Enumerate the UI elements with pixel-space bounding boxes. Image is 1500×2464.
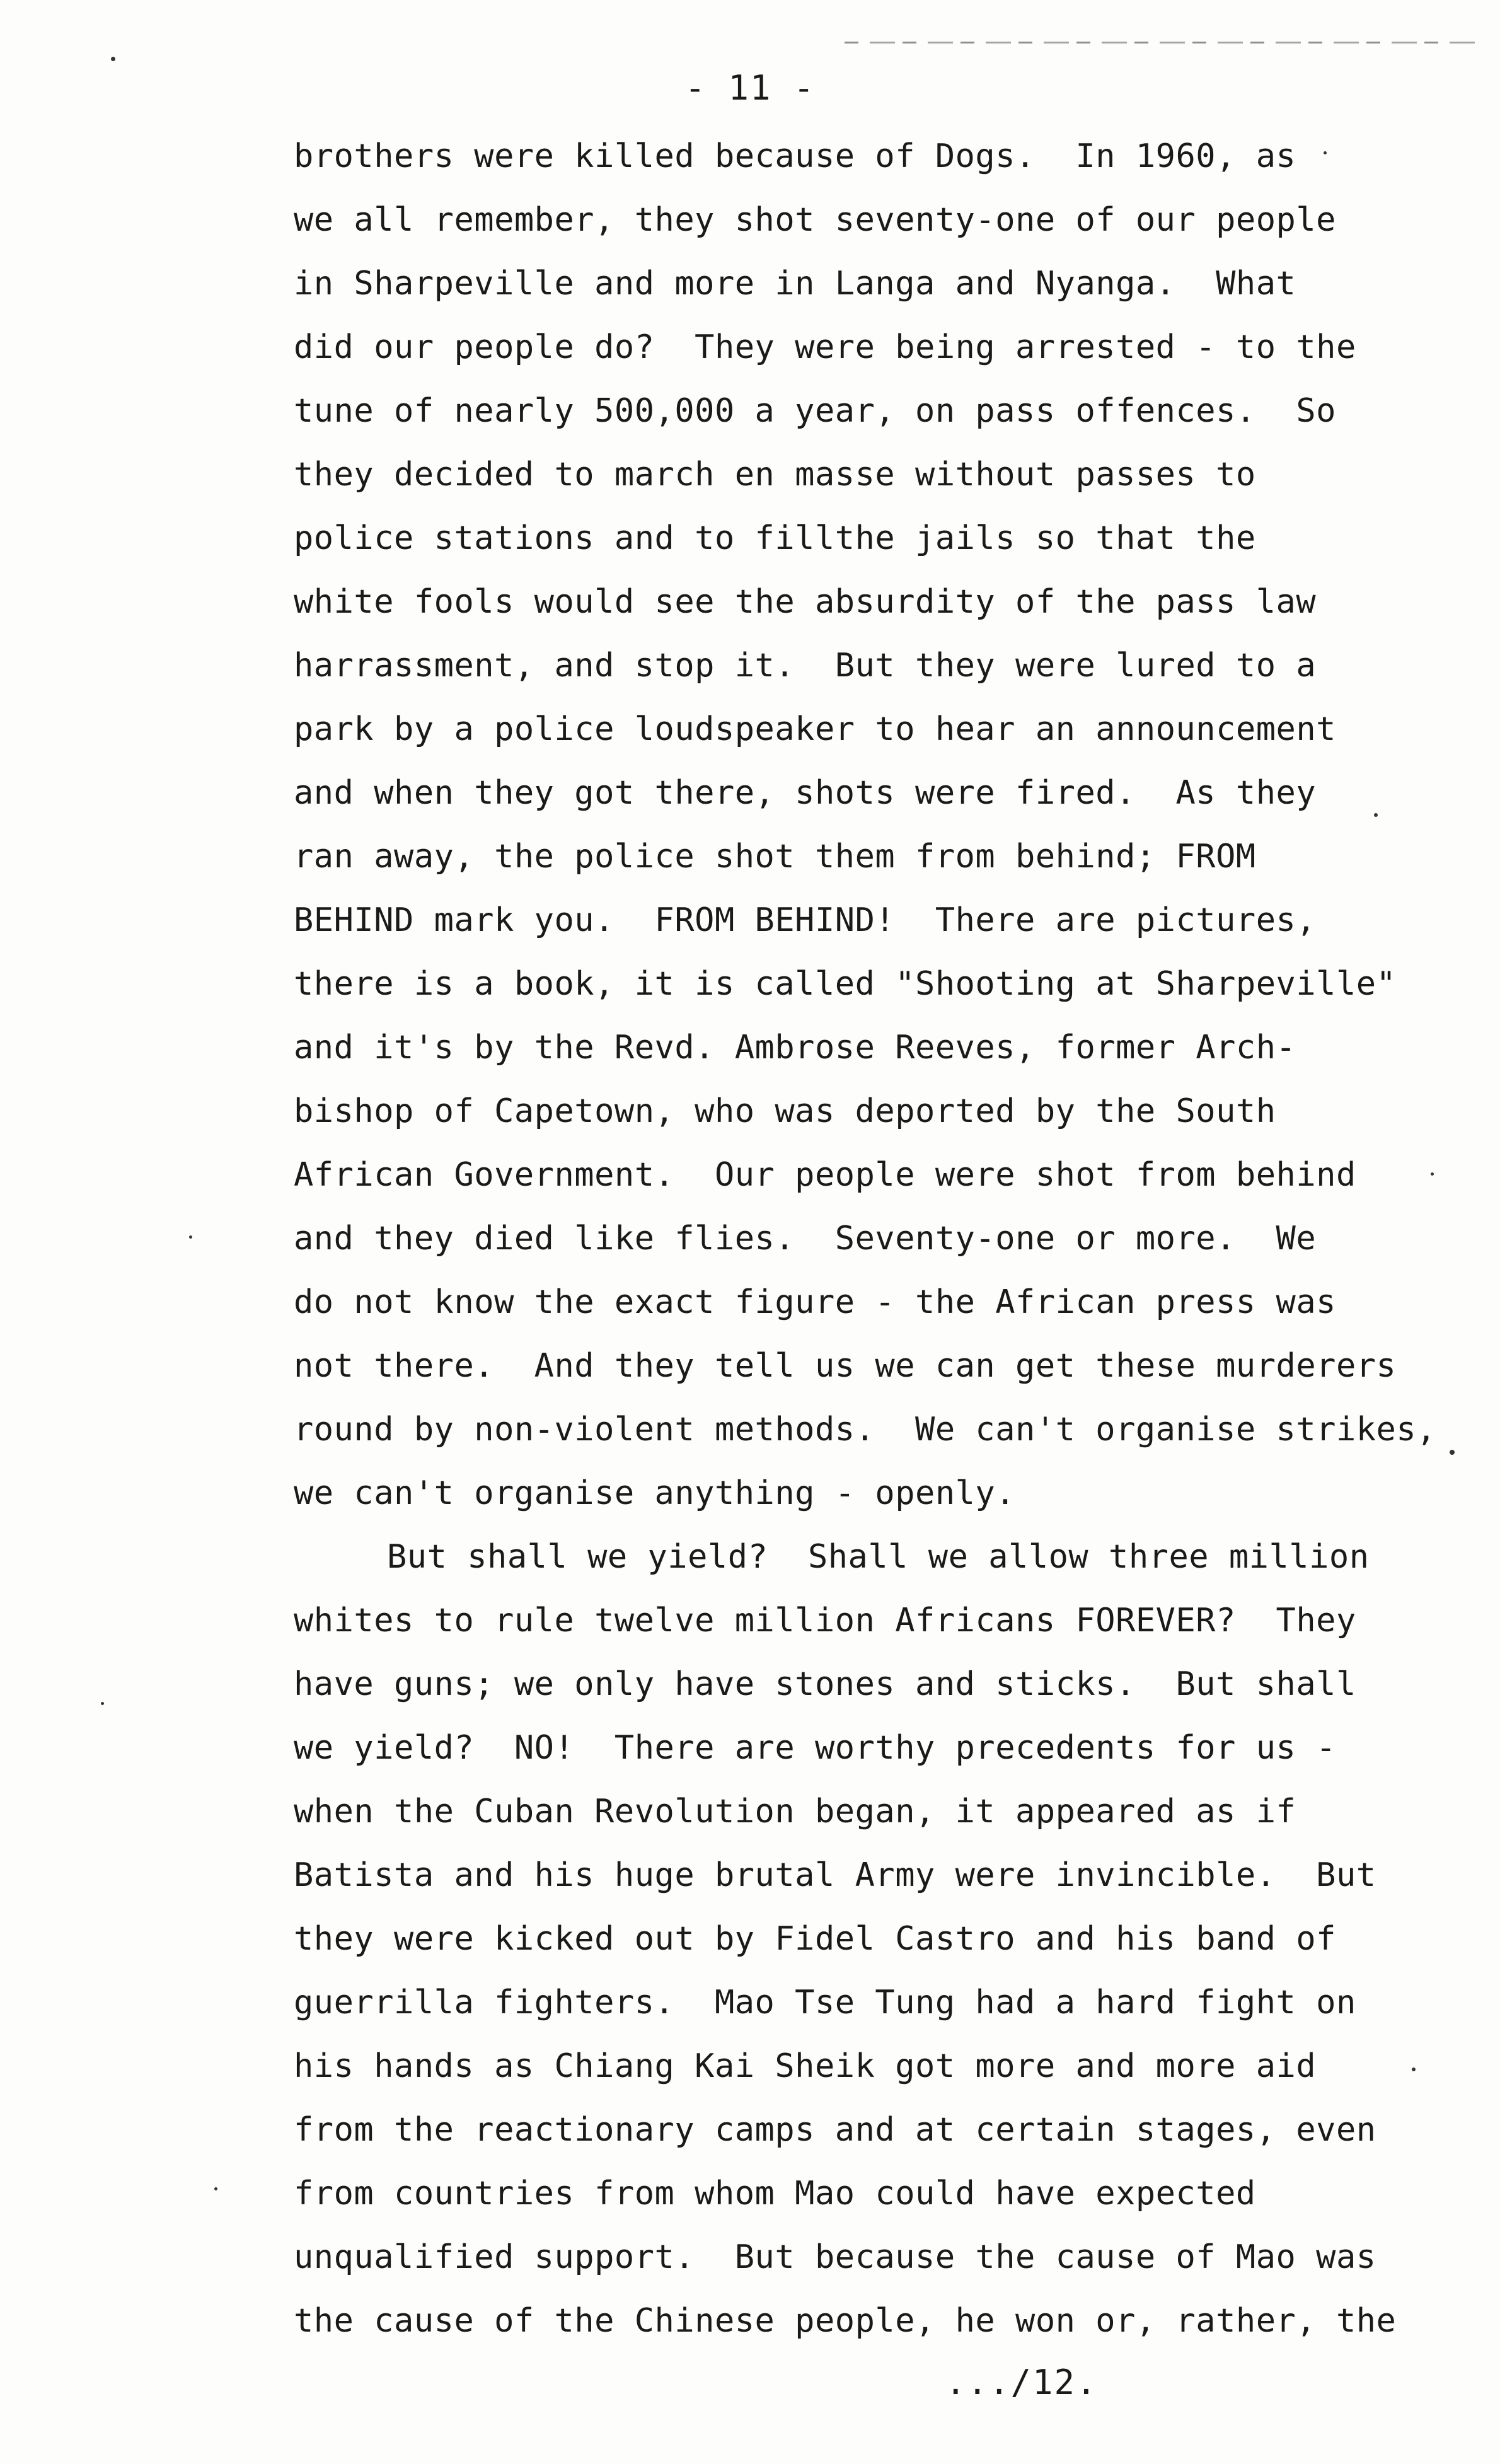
scan-speck — [111, 57, 115, 61]
text-line: when the Cuban Revolution began, it appeared as if — [294, 1793, 1296, 1831]
text-line: tune of nearly 500,000 a year, on pass offences. So — [294, 392, 1336, 430]
scan-speck — [1374, 813, 1378, 817]
text-line: African Government. Our people were shot from behind — [294, 1156, 1356, 1194]
text-line: harrassment, and stop it. But they were lured to a — [294, 647, 1317, 685]
text-line: park by a police loudspeaker to hear an announcement — [294, 710, 1336, 748]
text-line: did our people do? They were being arrested - to the — [294, 328, 1356, 366]
text-line: they were kicked out by Fidel Castro and his band of — [294, 1920, 1336, 1958]
text-line: brothers were killed because of Dogs. In 1960, as — [294, 137, 1296, 175]
text-line: we all remember, they shot seventy-one of our people — [294, 201, 1336, 239]
scan-speck — [1431, 1172, 1434, 1176]
text-line: the cause of the Chinese people, he won or, rather, the — [294, 2302, 1397, 2340]
body-text — [294, 125, 1436, 2353]
page-number: - 11 - — [684, 68, 816, 108]
text-line: police stations and to fillthe jails so that the — [294, 519, 1256, 557]
continuation-marker: .../12. — [945, 2363, 1098, 2402]
scan-speck — [1450, 1450, 1455, 1455]
text-line: unqualified support. But because the cause of Mao was — [294, 2238, 1376, 2276]
text-line: BEHIND mark you. FROM BEHIND! There are pictures, — [294, 901, 1317, 939]
text-line: from countries from whom Mao could have expected — [294, 2175, 1256, 2212]
text-line: guerrilla fighters. Mao Tse Tung had a hard fight on — [294, 1984, 1356, 2022]
text-line: bishop of Capetown, who was deported by the South — [294, 1092, 1276, 1130]
text-line: we can't organise anything - openly. — [294, 1474, 1016, 1512]
text-line: and it's by the Revd. Ambrose Reeves, former Arch- — [294, 1029, 1296, 1067]
text-line: there is a book, it is called "Shooting at Sharpeville" — [294, 965, 1397, 1003]
scan-speck — [1412, 2068, 1416, 2071]
text-line: But shall we yield? Shall we allow three million — [387, 1538, 1370, 1576]
scan-speck — [214, 2187, 217, 2190]
text-line: in Sharpeville and more in Langa and Nyanga. What — [294, 265, 1296, 303]
text-line: we yield? NO! There are worthy precedents for us - — [294, 1729, 1336, 1767]
text-line: not there. And they tell us we can get these murderers — [294, 1347, 1397, 1385]
text-line: they decided to march en masse without passes to — [294, 456, 1256, 494]
text-line: and when they got there, shots were fired. As they — [294, 774, 1317, 812]
text-line: round by non-violent methods. We can't organise strikes, — [294, 1411, 1436, 1449]
scan-speck — [101, 1702, 104, 1705]
text-line: do not know the exact figure - the African press was — [294, 1283, 1336, 1321]
scan-speck — [189, 1235, 192, 1239]
text-line: from the reactionary camps and at certain stages, even — [294, 2111, 1376, 2149]
scan-streak — [845, 42, 1481, 43]
text-line: Batista and his huge brutal Army were invincible. But — [294, 1856, 1376, 1894]
text-line: whites to rule twelve million Africans FOREVER? They — [294, 1602, 1356, 1640]
text-line: ran away, the police shot them from behind; FROM — [294, 838, 1256, 876]
text-line: have guns; we only have stones and sticks. But shall — [294, 1665, 1356, 1703]
scan-speck — [1324, 151, 1327, 154]
text-line: his hands as Chiang Kai Sheik got more and more aid — [294, 2047, 1317, 2085]
text-line: white fools would see the absurdity of the pass law — [294, 583, 1317, 621]
text-line: and they died like flies. Seventy-one or more. We — [294, 1220, 1317, 1258]
